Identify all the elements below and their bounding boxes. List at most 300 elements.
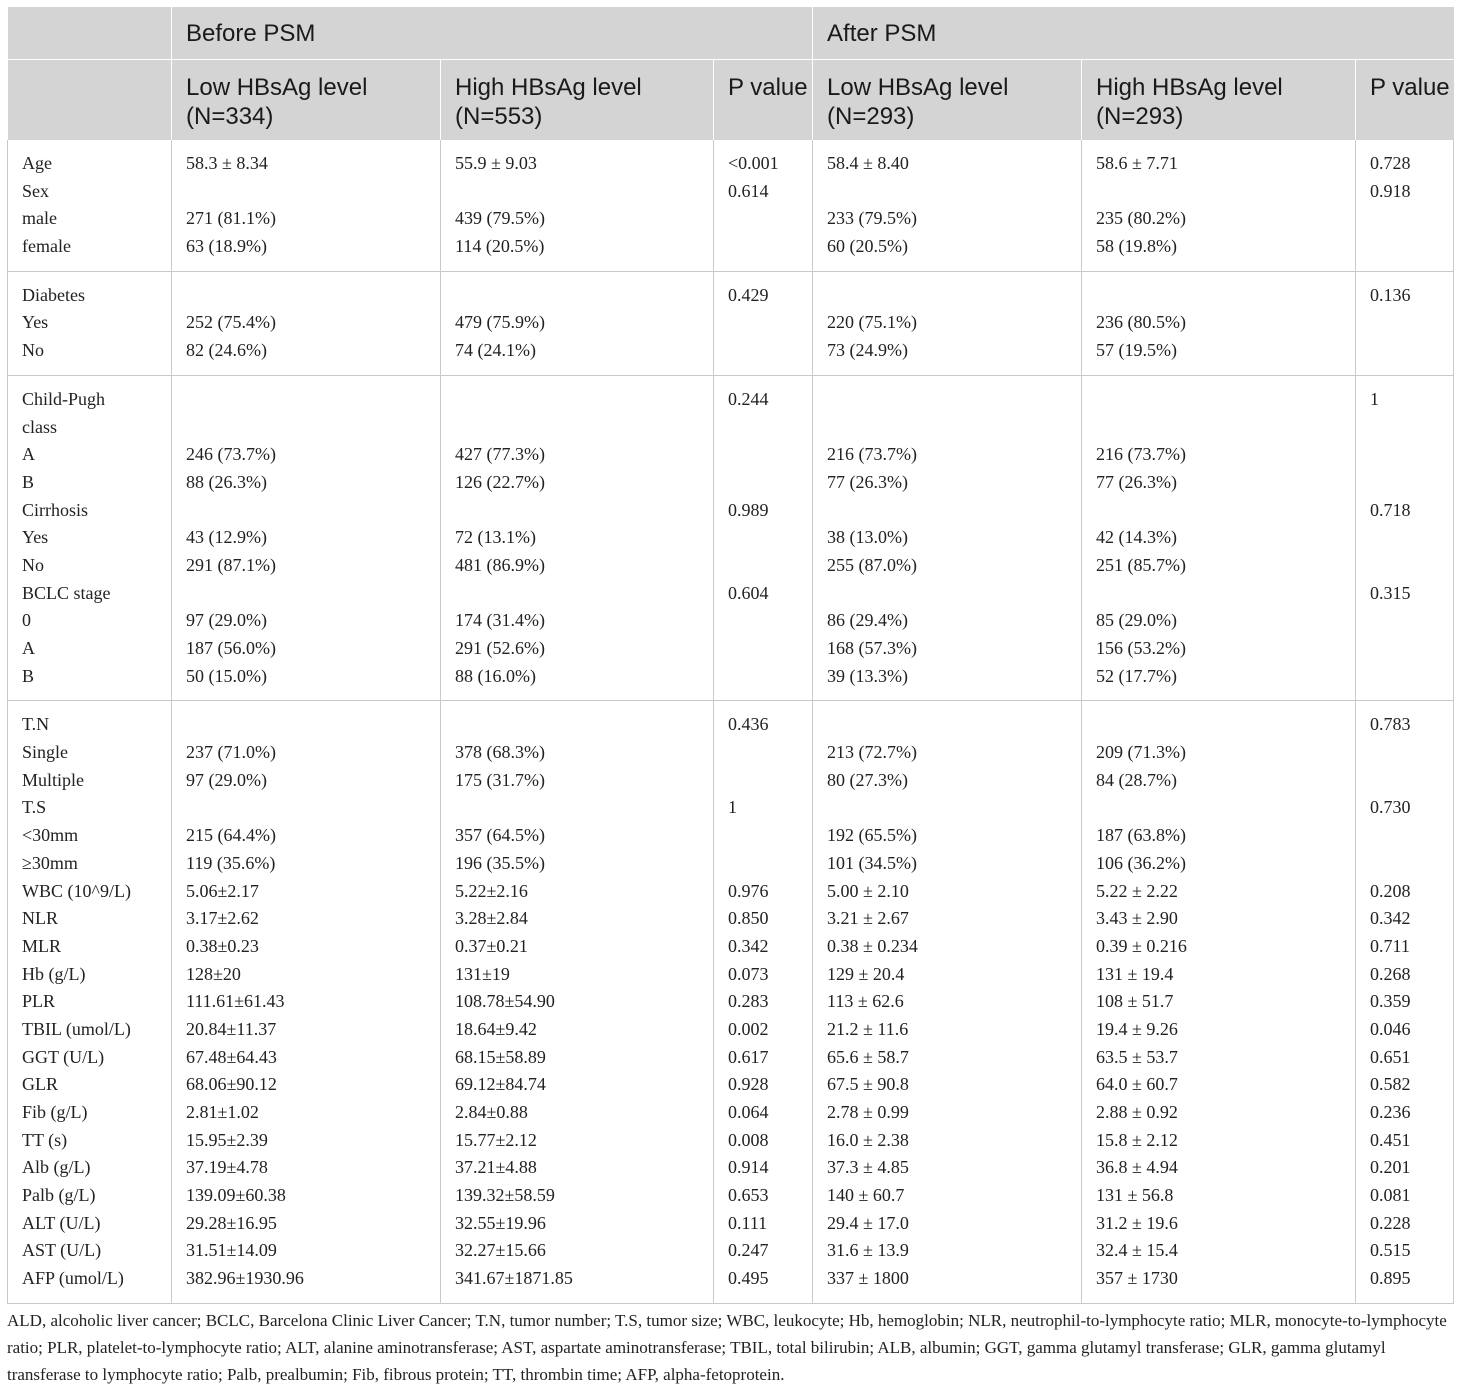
variable-cell [8,140,172,271]
cell-value: 63.5 ± 53.7 [1096,1046,1178,1067]
p-value-cell [714,701,813,1303]
cell-value: 382.96±1930.96 [186,1268,304,1289]
variable-cell [8,375,172,701]
cell-value [1370,552,1453,580]
value-cell [441,375,714,701]
cell-value: 57 (19.5%) [1096,340,1177,361]
row-label: male [22,208,57,229]
cell-value: 0.244 [728,388,769,409]
row-label: WBC (10^9/L) [22,880,131,901]
cell-value [827,711,1081,739]
row-label: Yes [22,312,49,333]
row-label: Single [22,742,69,763]
row-label: AST (U/L) [22,1240,102,1261]
cell-value: 251 (85.7%) [1096,554,1186,575]
header-column: P value [1356,59,1454,140]
cell-value: 16.0 ± 2.38 [827,1129,909,1150]
cell-value: 337 ± 1800 [827,1268,909,1289]
header-column: High HBsAg level (N=293) [1082,59,1356,140]
cell-value [1370,441,1453,469]
cell-value: 187 (56.0%) [186,638,276,658]
value-cell [441,701,714,1303]
cell-value [1096,794,1355,822]
row-label: Fib (g/L) [22,1102,88,1122]
p-value-cell [714,271,813,375]
cell-value [455,794,713,822]
cell-value: 0.728 [1370,153,1411,173]
cell-value: 0.283 [728,991,769,1012]
cell-value: 479 (75.9%) [455,312,545,333]
cell-value: 1 [728,797,737,818]
cell-value: 0.730 [1370,797,1411,818]
cell-value [827,414,1081,442]
cell-value: 220 (75.1%) [827,312,917,333]
cell-value: 187 (63.8%) [1096,825,1186,846]
cell-value: 140 ± 60.7 [827,1185,905,1206]
cell-value [1370,739,1453,767]
cell-value: 58.4 ± 8.40 [827,153,909,173]
cell-value: 55.9 ± 9.03 [455,153,537,173]
cell-value [728,233,812,261]
cell-value: 37.3 ± 4.85 [827,1157,909,1178]
header-column: High HBsAg level (N=553) [441,59,714,140]
value-cell [813,271,1082,375]
cell-value [1096,414,1355,442]
value-cell [813,375,1082,701]
cell-value [827,580,1081,608]
cell-value: 68.15±58.89 [455,1046,546,1067]
cell-value: 0.315 [1370,582,1411,603]
p-value-cell [1356,140,1454,271]
cell-value: 235 (80.2%) [1096,208,1186,229]
value-cell [441,271,714,375]
cell-value [728,850,812,878]
cell-value: 0.976 [728,880,769,901]
row-label: T.N [22,714,50,735]
row-label: ALT (U/L) [22,1212,101,1233]
cell-value: 0.451 [1370,1129,1411,1150]
cell-value: 192 (65.5%) [827,825,917,846]
cell-value [1370,414,1453,442]
row-label: Hb (g/L) [22,963,86,984]
row-label: Cirrhosis [22,499,89,520]
cell-value: 139.32±58.59 [455,1185,555,1206]
cell-value: 1 [1370,388,1380,409]
header-column-row [8,59,1454,140]
cell-value [827,794,1081,822]
cell-value: 108.78±54.90 [455,991,555,1012]
cell-value: 0.208 [1370,880,1411,901]
cell-value [186,580,440,608]
cell-value: 0.850 [728,908,769,929]
cell-value [728,635,812,663]
cell-value: 0.711 [1370,935,1410,956]
cell-value: 0.718 [1370,499,1411,520]
cell-value [1370,524,1453,552]
cell-value: 0.515 [1370,1240,1411,1261]
cell-value [728,822,812,850]
cell-value [728,663,812,691]
cell-value: 0.653 [728,1185,769,1206]
cell-value: 82 (24.6%) [186,340,267,361]
cell-value: 0.342 [728,935,769,956]
cell-value: 97 (29.0%) [186,610,267,631]
cell-value: 58.3 ± 8.34 [186,153,268,173]
row-label: AFP (umol/L) [22,1268,124,1289]
cell-value: 427 (77.3%) [455,444,545,465]
table-container [7,7,1453,1304]
header-before-psm: Before PSM [172,7,813,59]
cell-value: 0.617 [728,1046,769,1067]
row-label: TT (s) [22,1129,68,1150]
value-cell [1082,701,1356,1303]
cell-value: 3.28±2.84 [455,908,528,929]
cell-value: 0.918 [1370,180,1411,201]
cell-value: 85 (29.0%) [1096,610,1177,631]
cell-value: 29.28±16.95 [186,1212,277,1233]
cell-value: 43 (12.9%) [186,527,267,548]
cell-value: 0.064 [728,1102,769,1122]
cell-value: 174 (31.4%) [455,610,545,631]
cell-value: 0.247 [728,1240,769,1261]
value-cell [172,140,441,271]
cell-value: 42 (14.3%) [1096,527,1177,548]
row-label: PLR [22,991,56,1012]
cell-value [1096,497,1355,525]
cell-value: 36.8 ± 4.94 [1096,1157,1178,1178]
cell-value [1096,711,1355,739]
value-cell [1082,375,1356,701]
value-cell [441,140,714,271]
cell-value: 0.236 [1370,1102,1411,1122]
cell-value: 0.002 [728,1018,769,1039]
row-label: Diabetes [22,284,85,305]
row-label: 0 [22,610,31,631]
row-label: Multiple [22,769,84,790]
p-value-cell [1356,701,1454,1303]
cell-value [728,524,812,552]
cell-value: 80 (27.3%) [827,769,908,790]
cell-value: 31.51±14.09 [186,1240,277,1261]
cell-value: 58.6 ± 7.71 [1096,153,1178,173]
value-cell [172,375,441,701]
cell-value: 5.06±2.17 [186,880,259,901]
header-column: P value [714,59,813,140]
cell-value [1370,309,1453,337]
cell-value [728,739,812,767]
cell-value: 18.64±9.42 [455,1018,537,1039]
cell-value: 5.22 ± 2.22 [1096,880,1178,901]
cell-value [728,767,812,795]
header-after-psm: After PSM [813,7,1454,59]
cell-value: 237 (71.0%) [186,742,276,763]
cell-value [1370,337,1453,365]
cell-value: 3.21 ± 2.67 [827,908,909,929]
cell-value [455,178,713,206]
cell-value: 32.55±19.96 [455,1212,546,1233]
cell-value: 2.81±1.02 [186,1102,259,1122]
cell-value: 233 (79.5%) [827,208,917,229]
row-label: ≥30mm [22,852,78,873]
cell-value [728,469,812,497]
row-label: T.S [22,797,47,818]
row-label: B [22,665,35,686]
cell-value: 378 (68.3%) [455,742,545,763]
row-label: No [22,340,44,361]
cell-value [827,282,1081,310]
table-body [8,140,1454,1303]
cell-value: 3.43 ± 2.90 [1096,908,1178,929]
cell-value: 64.0 ± 60.7 [1096,1074,1178,1095]
cell-value: 0.39 ± 0.216 [1096,935,1187,956]
cell-value: 128±20 [186,963,241,984]
cell-value: 52 (17.7%) [1096,665,1177,686]
row-label: GGT (U/L) [22,1046,105,1067]
cell-value: 65.6 ± 58.7 [827,1046,909,1067]
cell-value: 58 (19.8%) [1096,236,1177,257]
cell-value: 37.19±4.78 [186,1157,268,1178]
cell-value: 0.081 [1370,1185,1411,1206]
header-column: Low HBsAg level (N=293) [813,59,1082,140]
cell-value: 126 (22.7%) [455,471,545,492]
cell-value: 15.8 ± 2.12 [1096,1129,1178,1150]
cell-value: 129 ± 20.4 [827,963,905,984]
cell-value [827,497,1081,525]
cell-value: 0.429 [728,284,769,305]
row-label: class [22,416,57,437]
cell-value: 77 (26.3%) [827,471,908,492]
cell-value: 84 (28.7%) [1096,769,1177,790]
cell-value: 0.783 [1370,714,1411,735]
cell-value: 108 ± 51.7 [1096,991,1174,1012]
cell-value: 69.12±84.74 [455,1074,546,1095]
cell-value: 0.046 [1370,1018,1411,1039]
cell-value: 77 (26.3%) [1096,471,1177,492]
cell-value: 0.228 [1370,1212,1411,1233]
cell-value: 291 (87.1%) [186,554,276,575]
header-group-row [8,7,1454,59]
cell-value [186,386,440,414]
cell-value [1096,386,1355,414]
cell-value: 0.928 [728,1074,769,1095]
row-label: GLR [22,1074,58,1095]
cell-value: 0.073 [728,963,769,984]
cell-value: 3.17±2.62 [186,908,259,929]
cell-value: 0.895 [1370,1268,1411,1289]
cell-value: 37.21±4.88 [455,1157,537,1178]
value-cell [813,140,1082,271]
row-label: A [22,638,35,658]
cell-value: 0.604 [728,582,769,603]
cell-value [1096,282,1355,310]
cell-value [728,441,812,469]
cell-value [1370,469,1453,497]
cell-value: 131 ± 56.8 [1096,1185,1174,1206]
cell-value [455,580,713,608]
value-cell [172,701,441,1303]
cell-value: 341.67±1871.85 [455,1268,573,1289]
row-label: No [22,554,44,575]
cell-value: 156 (53.2%) [1096,638,1186,658]
cell-value: 119 (35.6%) [186,852,276,873]
cell-value [728,552,812,580]
cell-value [186,794,440,822]
cell-value: 29.4 ± 17.0 [827,1212,909,1233]
cell-value: 0.989 [728,499,769,520]
cell-value [455,497,713,525]
cell-value: 0.37±0.21 [455,935,528,956]
row-label: TBIL (umol/L) [22,1018,131,1039]
cell-value: 439 (79.5%) [455,208,545,229]
cell-value: 196 (35.5%) [455,852,545,873]
cell-value: 131 ± 19.4 [1096,963,1174,984]
value-cell [1082,271,1356,375]
table-row-group [8,271,1454,375]
cell-value [186,497,440,525]
cell-value: 86 (29.4%) [827,610,908,631]
cell-value: 32.4 ± 15.4 [1096,1240,1178,1261]
cell-value: 15.95±2.39 [186,1129,268,1150]
cell-value: 209 (71.3%) [1096,742,1186,763]
cell-value: 2.88 ± 0.92 [1096,1102,1178,1122]
cell-value: 0.008 [728,1129,769,1150]
data-table [7,7,1454,1304]
cell-value [1096,580,1355,608]
cell-value: 2.78 ± 0.99 [827,1102,909,1122]
cell-value: 15.77±2.12 [455,1129,537,1150]
cell-value: 0.38 ± 0.234 [827,935,918,956]
cell-value [728,607,812,635]
cell-value: 175 (31.7%) [455,769,545,790]
cell-value: 67.5 ± 90.8 [827,1074,909,1095]
row-label: Alb (g/L) [22,1157,91,1178]
cell-value [1370,635,1453,663]
cell-value: 21.2 ± 11.6 [827,1018,909,1039]
cell-value [186,178,440,206]
table-row-group [8,701,1454,1303]
variable-cell [8,701,172,1303]
cell-value: 88 (16.0%) [455,665,536,686]
cell-value: 255 (87.0%) [827,554,917,575]
cell-value [1096,178,1355,206]
cell-value: 73 (24.9%) [827,340,908,361]
cell-value: 63 (18.9%) [186,236,267,257]
cell-value [1370,205,1453,233]
cell-value: 0.651 [1370,1046,1411,1067]
cell-value: 60 (20.5%) [827,236,908,257]
row-label: A [22,444,35,465]
cell-value: 0.342 [1370,908,1411,929]
value-cell [813,701,1082,1303]
cell-value: 0.359 [1370,991,1411,1012]
cell-value: 68.06±90.12 [186,1074,277,1095]
cell-value [1370,850,1453,878]
cell-value [1370,822,1453,850]
cell-value: 357 (64.5%) [455,825,545,846]
variable-cell [8,271,172,375]
cell-value: 106 (36.2%) [1096,852,1186,873]
table-header [8,7,1454,140]
table-row-group [8,375,1454,701]
cell-value: 271 (81.1%) [186,208,276,229]
row-label: <30mm [22,825,79,846]
header-empty-cell [8,7,172,59]
value-cell [172,271,441,375]
cell-value: 252 (75.4%) [186,312,276,333]
row-label: Child-Pugh [22,388,106,409]
p-value-cell [714,375,813,701]
cell-value: 246 (73.7%) [186,444,276,465]
cell-value: 32.27±15.66 [455,1240,546,1261]
p-value-cell [714,140,813,271]
cell-value [1370,663,1453,691]
cell-value [728,309,812,337]
cell-value: 0.201 [1370,1157,1411,1178]
cell-value [455,386,713,414]
cell-value [186,711,440,739]
cell-value: 31.6 ± 13.9 [827,1240,909,1261]
cell-value [1370,607,1453,635]
cell-value: 31.2 ± 19.6 [1096,1212,1178,1233]
row-label: Age [22,153,52,173]
cell-value: 0.495 [728,1268,769,1289]
cell-value: 5.22±2.16 [455,880,528,901]
row-label: female [22,236,71,257]
cell-value: 88 (26.3%) [186,471,267,492]
cell-value: <0.001 [728,153,779,173]
cell-value [728,205,812,233]
cell-value: 5.00 ± 2.10 [827,880,909,901]
cell-value [1370,233,1453,261]
cell-value: 0.136 [1370,284,1411,305]
cell-value: 0.268 [1370,963,1411,984]
cell-value: 0.436 [728,714,769,735]
header-column: Low HBsAg level (N=334) [172,59,441,140]
cell-value [1370,767,1453,795]
cell-value [455,711,713,739]
cell-value: 113 ± 62.6 [827,991,904,1012]
cell-value [186,414,440,442]
cell-value: 39 (13.3%) [827,665,908,686]
header-empty-cell [8,59,172,140]
cell-value: 74 (24.1%) [455,340,536,361]
cell-value: 20.84±11.37 [186,1018,277,1039]
p-value-cell [1356,375,1454,701]
cell-value: 213 (72.7%) [827,742,917,763]
table-footnote: ALD, alcoholic liver cancer; BCLC, Barcelona Clinic Liver Cancer; T.N, tumor number; T.S, tumor size; WBC, leukocyte; Hb, hemoglobin; NLR, neutrophil-to-lymphocyte ratio; MLR, monocyte-to-lymphocyte ratio; PLR, platelet-to-lymphocyte ratio; ALT, alanine aminotransferase; AST, aspartate aminotransferase; TBIL, total bilirubin; ALB, albumin; GGT, gamma glutamyl transferase; GLR, gamma glutamyl transferase to lymphocyte ratio; Palb, prealbumin; Fib, fibrous protein; TT, thrombin time; AFP, alpha-fetoprotein. [7,1311,1447,1384]
cell-value [827,178,1081,206]
cell-value: 168 (57.3%) [827,638,917,658]
cell-value: 67.48±64.43 [186,1046,277,1067]
cell-value [728,337,812,365]
cell-value: 0.614 [728,180,769,201]
row-label: BCLC stage [22,582,111,603]
cell-value [455,414,713,442]
cell-value: 0.582 [1370,1074,1411,1095]
cell-value: 50 (15.0%) [186,665,267,686]
row-label: NLR [22,908,58,929]
cell-value [455,282,713,310]
row-label: Palb (g/L) [22,1185,96,1206]
cell-value: 236 (80.5%) [1096,312,1186,333]
cell-value: 101 (34.5%) [827,852,917,873]
cell-value: 0.38±0.23 [186,935,259,956]
cell-value: 38 (13.0%) [827,527,908,548]
p-value-cell [1356,271,1454,375]
cell-value: 216 (73.7%) [1096,444,1186,465]
cell-value [186,282,440,310]
cell-value: 0.914 [728,1157,769,1178]
